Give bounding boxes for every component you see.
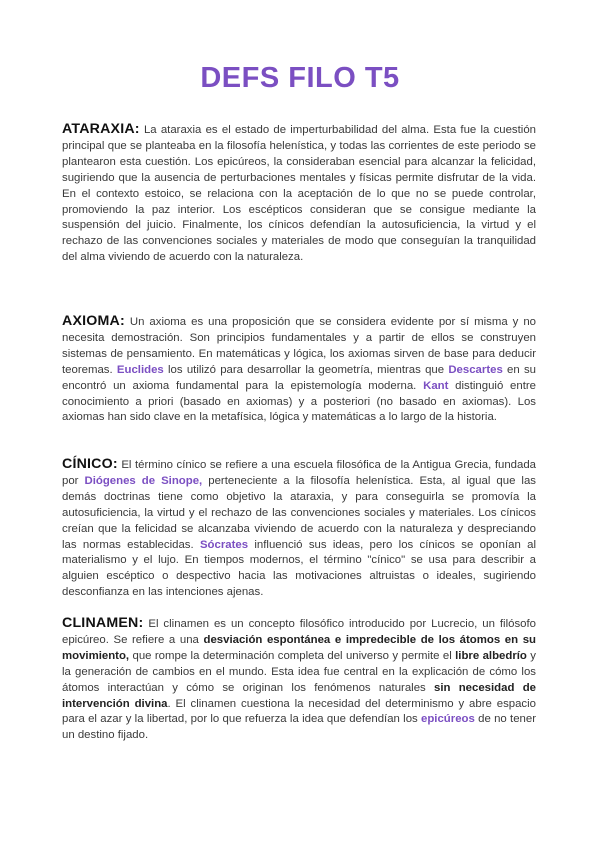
term-heading: ATARAXIA: — [62, 121, 140, 137]
definition-text: perteneciente a la filosofía helenística. Esta, al igual que las demás doctrinas tiene como objetivo la ataraxia, y para conseguirla se promovía la autosuficiencia, la virtud y el rechazo de las convenciones sociales y materiales. Los cínicos creían que la felicidad se alcanzaba viviendo de acuerdo con la naturaleza y despreciando las normas establecidas. — [62, 474, 536, 551]
highlighted-name: epicúreos — [421, 713, 475, 726]
definition-text: influenció sus ideas, pero los cínicos se oponían al materialismo y el lujo. En tiempos modernos, el término "cínico" se usa para describir a alguien escéptico o despectivo hacia las motivaciones altruistas o ideales, sugiriendo desconfianza en las intenciones ajenas. — [62, 538, 536, 599]
definition-text: y la generación de cambios en el mundo. Esta idea fue central en la explicación de cómo los átomos interactúan y cómo se originan los fenómenos naturales — [62, 649, 536, 694]
definition-text: que rompe la determinación completa del universo y permite el — [129, 649, 456, 662]
bold-phrase: libre albedrío — [455, 649, 527, 662]
definition-text: los utilizó para desarrollar la geometría, mientras que — [163, 363, 449, 376]
highlighted-name: Descartes — [448, 363, 503, 376]
highlighted-name: Diógenes de Sinope, — [84, 474, 203, 487]
bold-phrase: desviación espontánea e impredecible de los átomos en su movimiento, — [62, 633, 536, 662]
page-title: DEFS FILO T5 — [200, 62, 400, 94]
highlighted-name: Kant — [423, 379, 449, 392]
bold-phrase: sin necesidad de intervención divina — [62, 681, 536, 710]
definition-axioma — [62, 314, 536, 426]
term-heading: CÍNICO: — [62, 456, 118, 472]
highlighted-name: Sócrates — [199, 538, 249, 551]
definition-cinico — [62, 457, 536, 601]
definition-text: Un axioma es una proposición que se considera evidente por sí misma y no necesita demostración. Son principios fundamentales y a partir de ellos se construyen sistemas de pensamiento. En matemáticas y lógica, los axiomas sirven de base para deducir teoremas. — [62, 316, 536, 376]
definition-text: de no tener un destino fijado. — [62, 713, 536, 742]
definition-text: distinguió entre conocimiento a priori (basado en axiomas) y a posteriori (no basado en axiomas). Los axiomas han sido clave en la metafísica, lógica y matemáticas a lo largo de la historia. — [62, 379, 536, 424]
term-heading: CLINAMEN: — [62, 615, 144, 631]
term-heading: AXIOMA: — [62, 313, 125, 329]
definition-text: . El clinamen cuestiona la necesidad del determinismo y abre espacio para el azar y la libertad, por lo que refuerza la idea que defendían los — [62, 697, 536, 726]
highlighted-name: Euclides — [116, 363, 164, 376]
definition-text: El término cínico se refiere a una escuela filosófica de la Antigua Grecia, fundada por — [62, 459, 536, 487]
definition-text: El clinamen es un concepto filosófico introducido por Lucrecio, un filósofo epicúreo. Se refiere a una — [62, 618, 536, 646]
definition-text: La ataraxia es el estado de imperturbabilidad del alma. Esta fue la cuestión principal que se planteaba en la filosofía helenística, y todas las corrientes de este periodo se plantearon esta cuestión. Los epicúreos, la consideraban esencial para alcanzar la felicidad, sugiriendo que la ausencia de perturbaciones mentales y físicas permite disfrutar de la vida. En el contexto estoico, se relaciona con la aceptación de lo que no se puede controlar, promoviendo la paz interior. Los escépticos consideran que se consigue mediante la suspensión del juicio. Finalmente, los cínicos defendían la autosuficiencia, la virtud y el rechazo de las convenciones sociales y materiales de modo que conseguían la tranquilidad del alma viviendo de acuerdo con la naturaleza. — [62, 124, 536, 264]
definition-text: en su encontró un axioma fundamental para la epistemología moderna. — [62, 363, 537, 392]
definition-ataraxia — [62, 122, 536, 266]
definition-clinamen — [62, 616, 536, 744]
